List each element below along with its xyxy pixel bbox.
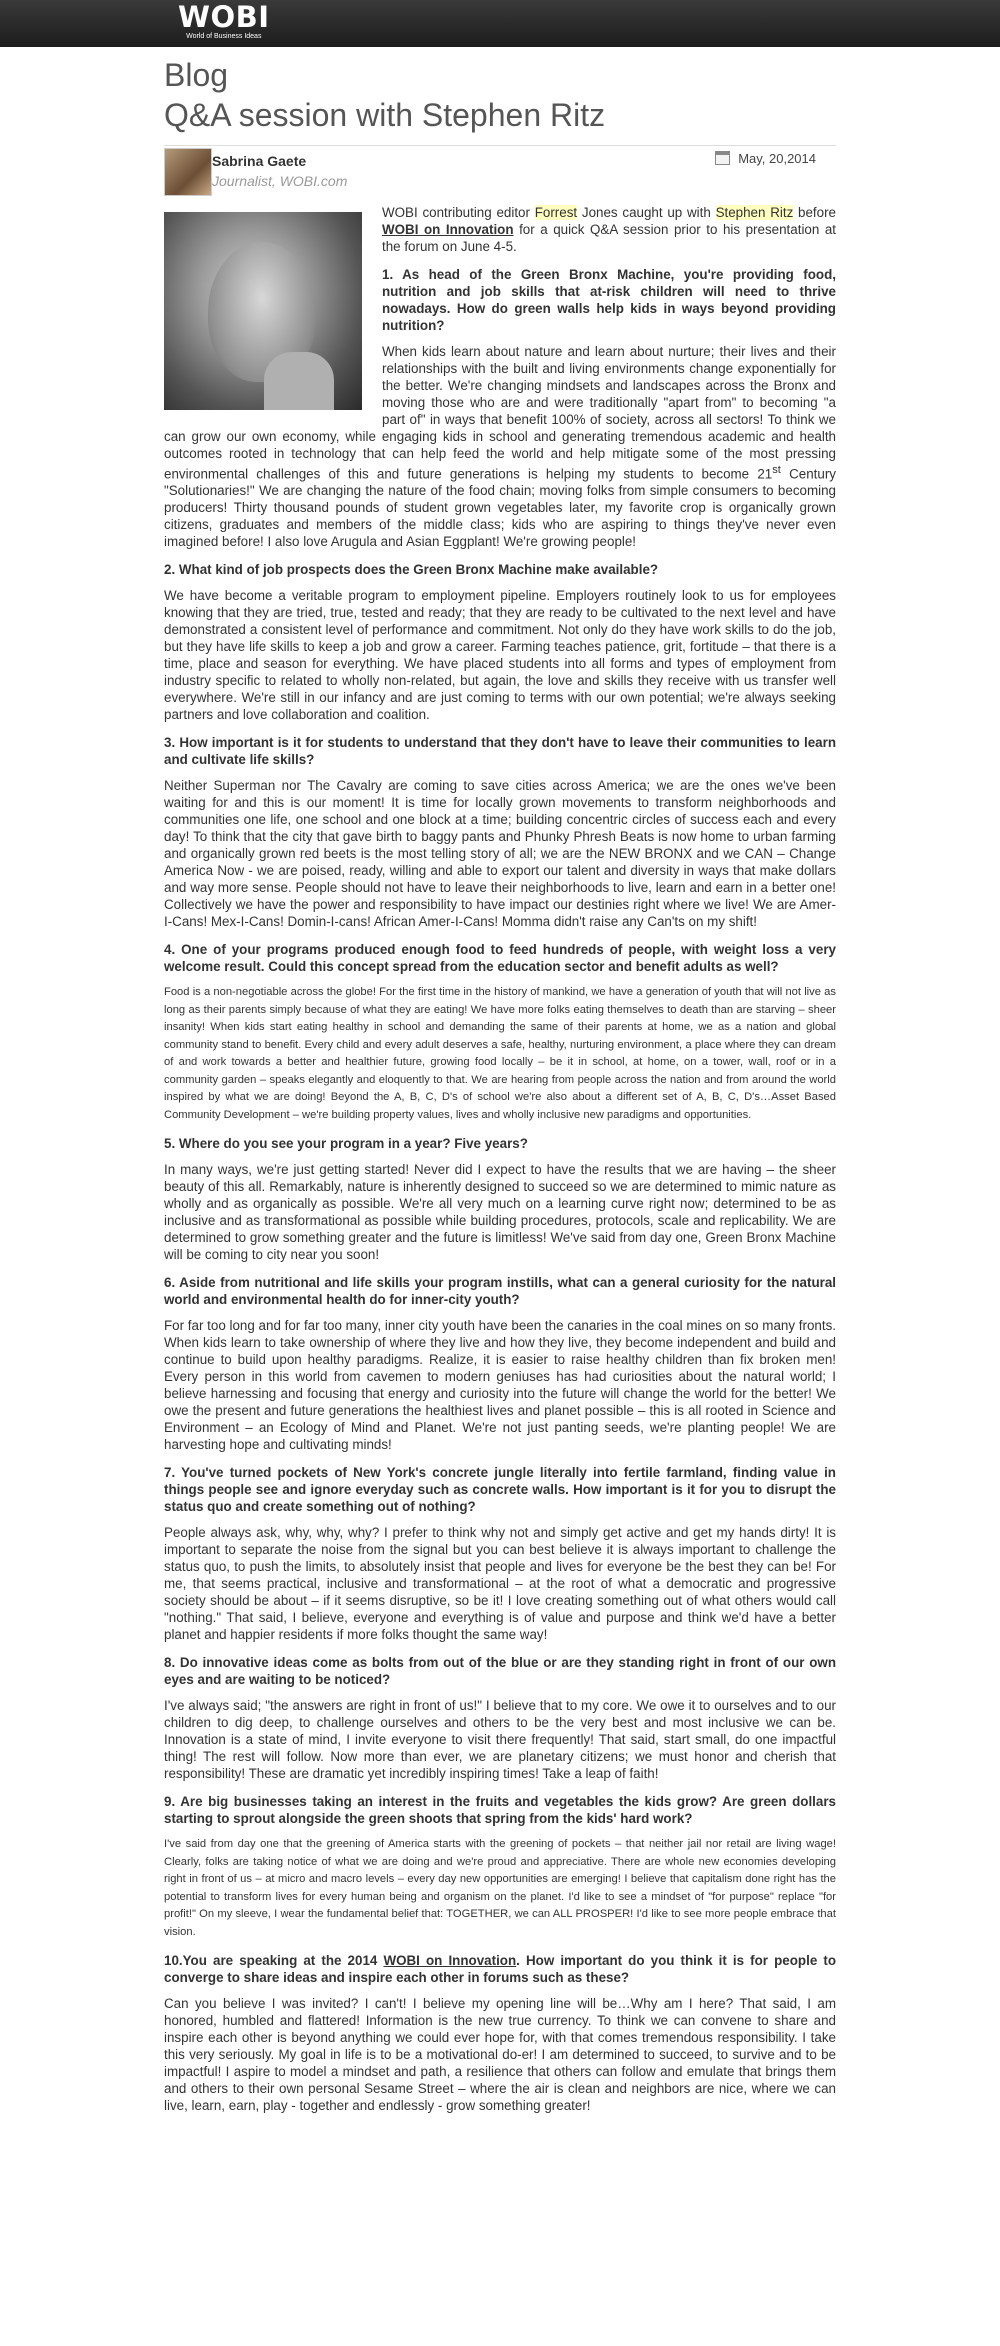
intro-paragraph: WOBI contributing editor Forrest Jones caught up with Stephen Ritz before WOBI on Innovation for a quick Q&A session prior to his presentation at the forum on June 4-5. <box>382 205 837 254</box>
answer-4: Food is a non-negotiable across the globe! For the first time in the history of mankind, we have a generation of youth that will not live as long as their parents simply because of what they are eating! We have more folks eating themselves to death than are starving – sheer insanity! When kids start eating healthy in school and demanding the same of their parents at home, we as a nation and global community stand to benefit. Every child and every adult deserves a safe, healthy, nurturing environment, a place where they can dream of and work towards a better and healthier future, growing food locally – be it in school, at home, on a tower, wall, roof or in a community garden – speaks elegantly and eloquently to that. We are hearing from people across the nation and from around the world inspired by what we are doing! Beyond the A, B, C, D's of school we're also about a different set of A, B, C, D's…Asset Based Community Development – we're building property values, lives and wholly inclusive new paradigms and opportunities. <box>164 986 836 1121</box>
post-date-text: May, 20,2014 <box>738 151 816 166</box>
highlight-stephen-ritz: Stephen Ritz <box>715 205 794 220</box>
wobi-on-innovation-link[interactable]: WOBI on Innovation <box>382 222 514 237</box>
answer-6: For far too long and for far too many, inner city youth have been the canaries in the coal mines on so many fronts. When kids learn to take ownership of where they live and how they live, they become independent and build and continue to build upon healthy paradigms. Realize, it is easier to raise healthy children than fix broken men! Every person in this world from cavemen to modern geniuses has had curiosities about the natural world; I believe harnessing and focusing that energy and curiosity into the future will change the world for the better! We owe the present and future generations the healthiest lives and planet possible – this is all rooted in Science and Environment – an Ecology of Mind and Planet. We're not just panting seeds, we're planting people! We are harvesting hope and cultivating minds! <box>164 1318 836 1453</box>
answer-7: People always ask, why, why, why? I prefer to think why not and simply get active and get my hands dirty! It is important to separate the noise from the signal but you can best believe it is always important to challenge the status quo, to push the limits, to absolutely insist that people and lives for everyone be the best they can be! For me, that seems practical, inclusive and transformational – at the root of what a democratic and progressive society should be about – if it seems disruptive, so be it! I love creating something out of what others would call "nothing." That said, I believe, everyone and everything is of value and purpose and think we'd have a better planet and happier residents if more folks thought the same way! <box>164 1525 836 1643</box>
answer-2: We have become a veritable program to employment pipeline. Employers routinely look to us for employees knowing that they are tried, true, tested and ready; that they are ready to be cultivated to the next level and have demonstrated a consistent level of performance and commitment. Not only do they have work skills to do the job, but they have life skills to keep a job and grow a career. Farming teaches patience, grit, fortitude – that there is a time, place and season for everything. We have placed students into all forms and types of employment from industry specific to related to wholly non-related, but again, the love and skills they receive with us transfer well everywhere. We're still in our infancy and are just coming to terms with our own potential; we're always seeking partners and love collaboration and coalition. <box>164 588 836 723</box>
answer-10: Can you believe I was invited? I can't! I believe my opening line will be…Why am I here? That said, I am honored, humbled and flattered! Information is the new true currency. To think we can convene to share and inspire each other is beyond anything we could ever hope for, with that comes tremendous responsibility. I take this very seriously. My goal in life is to be a motivational do-er! I am determined to succeed, to survive and to be impactful! I aspire to model a mindset and path, a resilience that others can follow and emulate that brings them and others to their own personal Sesame Street – where the air is clean and neighbors are nice, where we can live, learn, earn, play - together and endlessly - grow something greater! <box>164 1996 836 2114</box>
answer-9: I've said from day one that the greening of America starts with the greening of pockets – that neither jail nor retail are living wage! Clearly, folks are taking notice of what we are doing and we're proud and appreciative. There are whole new economies developing right in front of us – at micro and macro levels – every day new opportunities are emerging! I believe that capitalism done right has the potential to transform lives for every human being and organism on the planet. I'd like to see a mindset of "for purpose" replace "for profit!" On my sleeve, I wear the fundamental belief that: TOGETHER, we can ALL PROSPER! I'd like to see more people embrace that vision. <box>164 1838 836 1938</box>
article-body <box>164 204 836 2114</box>
stephen-ritz-photo <box>164 212 362 410</box>
page-title: Q&A session with Stephen Ritz <box>164 97 606 133</box>
author-avatar <box>164 148 212 196</box>
logo-subtitle: World of Business Ideas <box>186 33 262 40</box>
question-5: 5. Where do you see your program in a year? Five years? <box>164 1136 528 1152</box>
question-2: 2. What kind of job prospects does the Green Bronx Machine make available? <box>164 562 659 578</box>
answer-1: When kids learn about nature and learn about nurture; their lives and their relationships with the built and living environments change exponentially for the better. We're changing mindsets and landscapes across the Bronx and moving those who are and were traditionally "apart from" to becoming "a part of" in ways that benefit 100% of society, across all sectors! To think we can grow our own economy, while engaging kids in school and generating tremendous academic and health outcomes rooted in technology that can help feed the world and help mitigate some of the most pressing environmental challenges of this and future generations is helping my students to become 21st Century "Solutionaries!" We are changing the nature of the food chain; moving folks from simple consumers to becoming producers! Thirty thousand pounds of student grown vegetables later, my favorite crop is organically grown citizens, graduates and members of the middle class; kids who are aspiring to things they've never even imagined before! I also love Arugula and Asian Eggplant! We're growing people! <box>164 344 836 550</box>
highlight-forrest: Forrest <box>534 205 578 220</box>
author-role: Journalist, WOBI.com <box>212 173 348 189</box>
question-4: 4. One of your programs produced enough food to feed hundreds of people, with weight loss a very welcome result. Could this concept spread from the education sector and benefit adults as well? <box>164 942 836 975</box>
wobi-logo[interactable] <box>178 2 270 41</box>
article-container <box>164 55 836 2125</box>
wobi-on-innovation-link-2[interactable]: WOBI on Innovation <box>383 1953 517 1969</box>
logo-text: WOBI <box>178 0 270 34</box>
section-title: Blog <box>164 57 229 93</box>
question-10: 10.You are speaking at the 2014 WOBI on Innovation. How important do you think it is for people to converge to share ideas and inspire each other in forums such as these? <box>164 1953 837 1986</box>
answer-5: In many ways, we're just getting started! Never did I expect to have the results that we are having – the sheer beauty of this all. Remarkably, nature is inherently designed to succeed so we are determined to mimic nature as wholly and as organically as possible. We're all very much on a learning curve right now; determined to be as inclusive and as transformational as possible while building procedures, protocols, scale and replicability. We are determined to grow something greater and the future is limitless! We've said from day one, Green Bronx Machine will be coming to city near you soon! <box>164 1162 836 1263</box>
author-name: Sabrina Gaete <box>212 153 307 169</box>
question-7: 7. You've turned pockets of New York's concrete jungle literally into fertile farmland, finding value in things people see and ignore everyday such as concrete walls. How important is it for you to disrupt the status quo and create something out of nothing? <box>164 1465 836 1515</box>
calendar-icon <box>715 151 730 165</box>
question-1: 1. As head of the Green Bronx Machine, you're providing food, nutrition and job skills that at-risk children will need to thrive nowadays. How do green walls help kids in ways beyond providing nutrition? <box>382 267 836 333</box>
photo-hand <box>264 352 334 410</box>
answer-3: Neither Superman nor The Cavalry are coming to save cities across America; we are the ones we've been waiting for and this is our moment! It is time for locally grown movements to transform neighborhoods and communities one life, one school and one block at a time; building concentric circles of success each and every day! To think that the city that gave birth to baggy pants and Phunky Phresh Beats is now home to urban farming and organically grown red beets is the most telling story of all; we are the NEW BRONX and we CAN – Change America Now - we are poised, ready, willing and able to export our talent and diversity in ways that make dollars and way more sense. People should not have to leave their neighborhoods to live, learn and earn in a better one! Collectively we have the power and responsibility to have impact our destinies right where we live! We are Amer-I-Cans! Mex-I-Cans! Domin-I-cans! African Amer-I-Cans! Momma didn't raise any Can'ts on my shift! <box>164 778 836 930</box>
question-8: 8. Do innovative ideas come as bolts from out of the blue or are they standing right in front of our own eyes and are waiting to be noticed? <box>164 1655 836 1688</box>
question-6: 6. Aside from nutritional and life skills your program instills, what can a general curiosity for the natural world and environmental health do for inner-city youth? <box>164 1275 836 1308</box>
question-9: 9. Are big businesses taking an interest in the fruits and vegetables the kids grow? Are green dollars starting to sprout alongside the green shoots that spring from the kids' hard work? <box>164 1794 836 1827</box>
author-row <box>164 145 836 196</box>
question-3: 3. How important is it for students to understand that they don't have to leave their communities to learn and cultivate life skills? <box>164 735 836 768</box>
answer-8: I've always said; "the answers are right in front of us!" I believe that to my core. We owe it to ourselves and to our children to dig deep, to challenge ourselves and others to be the very best and most inclusive we can be. Innovation is a state of mind, I invite everyone to visit there frequently! That said, start small, do one impactful thing! The rest will follow. Now more than ever, we are planetary citizens; we must honor and cherish that responsibility! These are dramatic yet incredibly inspiring times! Take a leap of faith! <box>164 1698 836 1782</box>
post-date <box>715 151 816 166</box>
top-bar <box>0 0 1000 47</box>
